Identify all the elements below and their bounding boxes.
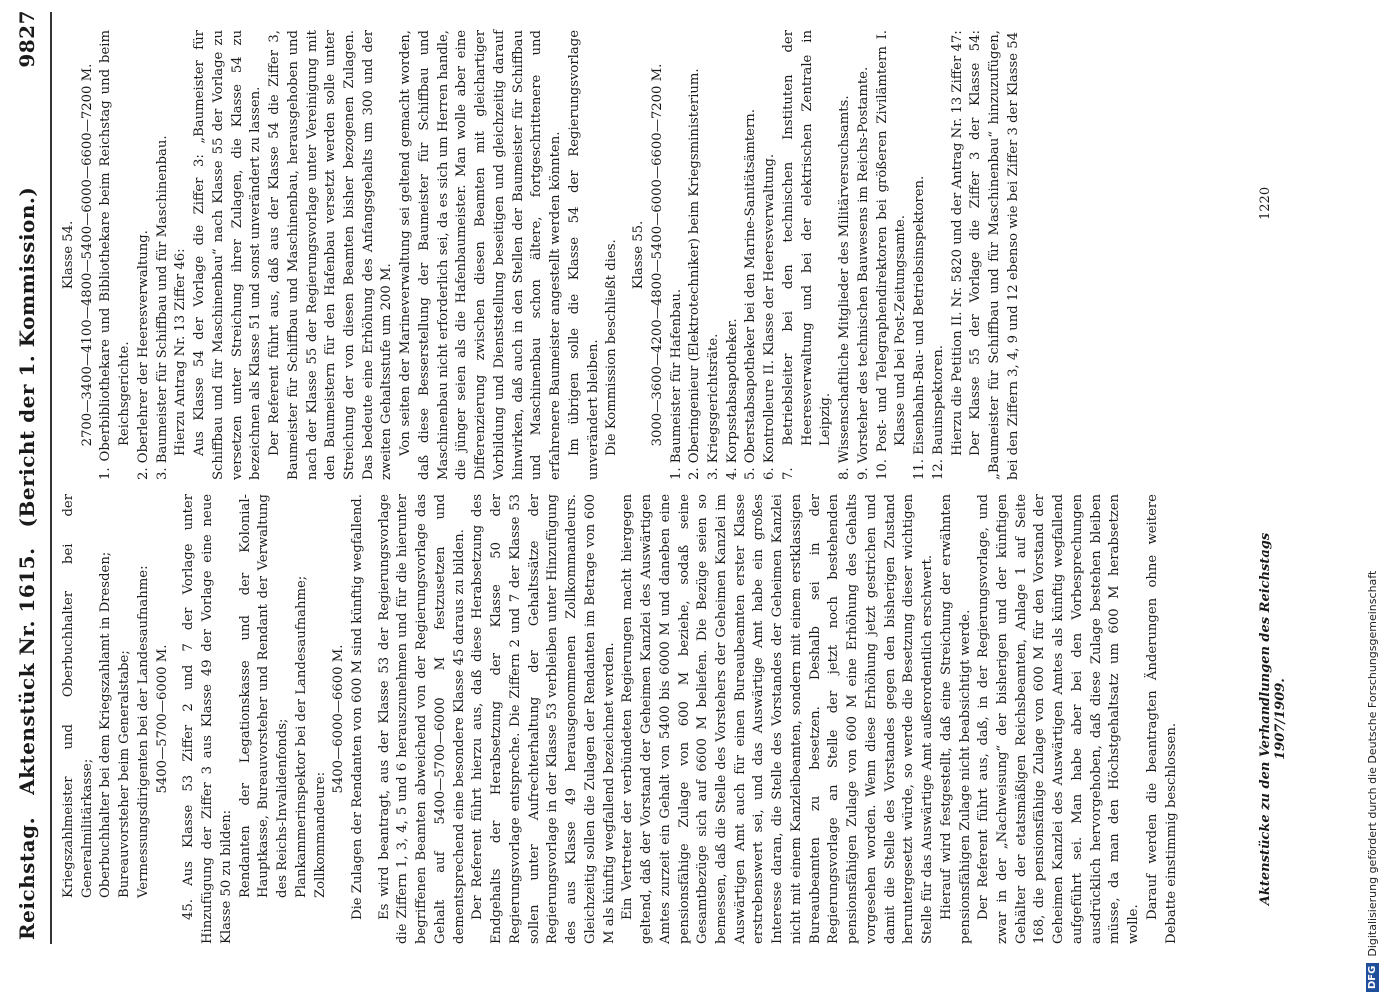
class-heading: Klasse 55. (631, 220, 647, 290)
paragraph: Der Referent führt aus, daß aus der Klasse 54 die Ziffer 3, Baumeister für Schiffbau und Maschinenbau, herausgehoben und nach der Klasse 55 der Regierungsvorlage unter Vereinigung mit den Baumeistern für den Hafenbau versetzt werden solle unter Streichung der von diesen Beamten bisher bezogenen Zulagen. Das bedeute eine Erhöhung des Anfangsgehalts um 300 und der zweiten Gehaltsstufe um 200 M. (267, 30, 395, 480)
list-item: 1. Baumeister für Hafenbau. (668, 288, 684, 480)
digitization-credit (1362, 0, 1383, 1000)
list-item: 8. Wissenschaftliche Mitglieder des Militärversuchsamts. (837, 95, 853, 480)
paragraph: Der Klasse 55 der Vorlage die Ziffer 3 der Klasse 54: „Baumeister für Schiffbau und für Maschinenbau“ hinzuzufügen, bei den Ziffern 3, 4, 9 und 12 ebenso wie bei Ziffer 3 der Klasse 54 (968, 30, 1021, 480)
list-item: 7. Betriebsleiter bei den technischen Instituten der Heeresverwaltung und bei der elektrischen Zentrale in Leipzig. (780, 30, 834, 480)
salary-line: 3000—3600—4200—4800—5400—6000—6600—7200 M. (649, 63, 665, 447)
paragraph: Zollkommandeure: (312, 771, 328, 898)
header-reichstag: Reichstag. (15, 816, 39, 940)
list-item: 6. Kontrolleure II. Klasse der Heeresverwaltung. (762, 153, 778, 480)
dfg-logo: DFG (1366, 963, 1379, 992)
list-item: 3. Kriegsgerichtsräte. (705, 333, 721, 480)
paragraph: Aus Klasse 54 der Vorlage die Ziffer 3: „Baumeister für Schiffbau und für Maschinenbau“ nach Klasse 55 der Vorlage zu versetzen unter Streichung ihrer Zulagen, die Klasse 54 zu bezeichnen als Klasse 51 und sonst unverändert zu lassen. (192, 30, 264, 480)
page-footer: Aktenstücke zu den Verhandlungen des Reichstags 1907/1909. (1258, 532, 1288, 906)
page-footer-number: 1220 (1258, 186, 1273, 220)
paragraph: Die Zulagen der Rendanten von 600 M sind künftig wegfallend. (350, 494, 366, 920)
right-column (60, 30, 1023, 480)
digitization-credit-text: Digitalisierung gefördert durch die Deutsche Forschungsgemeinschaft (1366, 570, 1379, 957)
paragraph: Der Referent führt aus, daß, in der Regierungsvorlage, und zwar in der „Nachweisung“ der bisherigen und der künftigen Gehälter der etatsmäßigen Reichsbeamten, Anlage 1 auf Seite 168, die pensionsfähige Zulage von 600 M für den Vorstand der Geheimen Kanzlei des Auswärtigen Amtes als künftig wegfallend aufgeführt sei. Man habe aber bei den Vorbesprechungen ausdrücklich hervorgehoben, daß diese Zulage bestehen bleiben müsse, da man den Höchstgehaltsatz um 600 M herabsetzen wolle. (976, 494, 1142, 944)
list-item: 12. Bauinspektoren. (930, 345, 946, 480)
list-item: 1. Oberbibliothekare und Bibliothekare beim Reichstag und beim Reichsgerichte. (98, 30, 133, 480)
paragraph: Der Referent führt hierzu aus, daß diese Herabsetzung des Endgehalts der Herabsetzung der Klasse 50 der Regierungsvorlage entspreche. Die Ziffern 2 und 7 der Klasse 53 sollen unter Aufrechterhaltung der Gehaltssätze der Regierungsvorlage in der Klasse 53 verbleiben unter Hinzufügung des aus Klasse 49 herausgenommenen Zollkommandeurs. Gleichzeitig sollen die Zulagen der Rendanten im Betrage von 600 M als künftig wegfallend bezeichnet werden. (470, 494, 617, 944)
paragraph: 45. Aus Klasse 53 Ziffer 2 und 7 der Vorlage unter Hinzufügung der Ziffer 3 aus Klasse 49 der Vorlage eine neue Klasse 50 zu bilden: (181, 494, 234, 944)
paragraph: Oberbuchhalter bei dem Kriegszahlamt in Dresden; (98, 551, 114, 898)
paragraph: Bureauvorsteher beim Generalstabe; (117, 650, 133, 898)
list-item: 10. Post- und Telegraphendirektoren bei größeren Zivilämtern I. Klasse und bei Post-Zeitungsamte. (874, 30, 909, 480)
paragraph: Im übrigen solle die Klasse 54 der Regierungsvorlage unverändert bleiben. (566, 30, 601, 480)
list-item: 2. Oberingenieur (Elektrotechniker) beim Kriegsministerium. (687, 68, 703, 480)
header-aktenstueck: Aktenstück Nr. 1615. (15, 547, 39, 795)
header-rule (50, 12, 52, 944)
salary-line: 2700—3400—4100—4800—5400—6000—6600—7200 M. (79, 63, 95, 447)
paragraph: Die Kommission beschließt dies. (604, 239, 620, 456)
paragraph: Hierauf wird festgestellt, daß eine Streichung der erwähnten pensionsfähigen Zulage nicht beabsichtigt werde. (938, 494, 973, 944)
paragraph: Von seiten der Marineverwaltung sei geltend gemacht worden, daß diese Besserstellung der Baumeister für Schiffbau und Maschinenbau nicht erforderlich sei, da es sich um Herren handle, die jünger seien als die Hafenbaumeister. Man wolle aber eine Differenzierung zwischen diesen Beamten mit gleichartiger Vorbildung und Dienststellung beseitigen und gleichzeitig darauf hinwirken, daß auch in den Stellen der Baumeister für Schiffbau und Maschinenbau schon ältere, fortgeschrittenere und erfahrenere Baumeister angestellt werden könnten. (398, 30, 564, 480)
list-item: 5. Oberstabsapotheker bei den Marine-Sanitätsämtern. (743, 109, 759, 480)
header-page-number: 9827 (15, 10, 39, 68)
left-column (60, 494, 1181, 944)
paragraph: Kriegszahlmeister und Oberbuchhalter bei der Generalmilitärkasse; (61, 494, 95, 898)
list-item: 3. Baumeister für Schiffbau und für Maschinenbau. (154, 135, 170, 480)
paragraph: Vermessungsdirigenten bei der Landesaufnahme: (135, 565, 151, 898)
salary-line: 5400—6000—6600 M. (331, 644, 347, 794)
paragraph: Rendanten der Legationskasse und der Kolonial-Hauptkasse, Bureauvorsteher und Rendant der Verwaltung des Reichs-Invalidenfonds; (237, 494, 291, 898)
header-bericht: (Bericht der 1. Kommission.) (15, 186, 39, 528)
salary-line: 5400—5700—6000 M. (154, 644, 170, 794)
paragraph: Ein Vertreter der verbündeten Regierungen macht hiergegen geltend, daß der Vorstand der Geheimen Kanzlei des Auswärtigen Amtes zurzeit ein Gehalt von 5400 bis 6000 M und daneben eine pensionsfähige Zulage von 600 M beziehe, sodaß seine Gesamtbezüge sich auf 6600 M beliefen. Die Bezüge seien so bemessen, daß die Stelle des Vorstehers der Geheimen Kanzlei im Auswärtigen Amt auch für einen Bureaubeamten erster Klasse erstrebenswert sei, und das Auswärtige Amt habe ein großes Interesse daran, die Stelle des Vorstandes der Geheimen Kanzlei nicht mit einem Kanzleibeamten, sondern mit einem erstklassigen Bureaubeamten zu besetzen. Deshalb sei in der Regierungsvorlage an Stelle der jetzt noch bestehenden pensionsfähigen Zulage von 600 M eine Erhöhung des Gehalts vorgesehen worden. Wenn diese Erhöhung jetzt gestrichen und damit die Stelle des Vorstandes gegen den bisherigen Zustand heruntergesetzt würde, so werde die Besetzung dieser wichtigen Stelle für das Auswärtige Amt außerordentlich erschwert. (620, 494, 936, 944)
class-heading: Klasse 54. (61, 220, 76, 290)
list-item: 9. Vorsteher des technischen Bauwesens im Reichs-Postamte. (855, 66, 871, 480)
list-item: 11. Eisenbahn-Bau- und Betriebsinspektoren. (912, 175, 928, 480)
paragraph: Darauf werden die beantragten Änderungen ohne weitere Debatte einstimmig beschlossen. (1144, 494, 1179, 944)
paragraph: Hierzu die Petition II. Nr. 5820 und der Antrag Nr. 13 Ziffer 47: (949, 30, 965, 456)
paragraph: Es wird beantragt, aus der Klasse 53 der Regierungsvorlage die Ziffern 1, 3, 4, 5 und 6 herauszunehmen und für die hierunter begriffenen Beamten abweichend von der Regierungsvorlage das Gehalt auf 5400—5700—6000 M festzusetzen und dementsprechend eine besondere Klasse 45 daraus zu bilden. (376, 494, 467, 944)
list-item: 2. Oberlehrer der Heeresverwaltung. (135, 230, 151, 480)
list-item: 4. Korpsstabsapotheker. (724, 318, 740, 480)
paragraph: Hierzu Antrag Nr. 13 Ziffer 46: (173, 248, 189, 456)
page-header (10, 0, 44, 1000)
paragraph: Plankammerinspektor bei der Landesaufnahme; (293, 575, 309, 898)
